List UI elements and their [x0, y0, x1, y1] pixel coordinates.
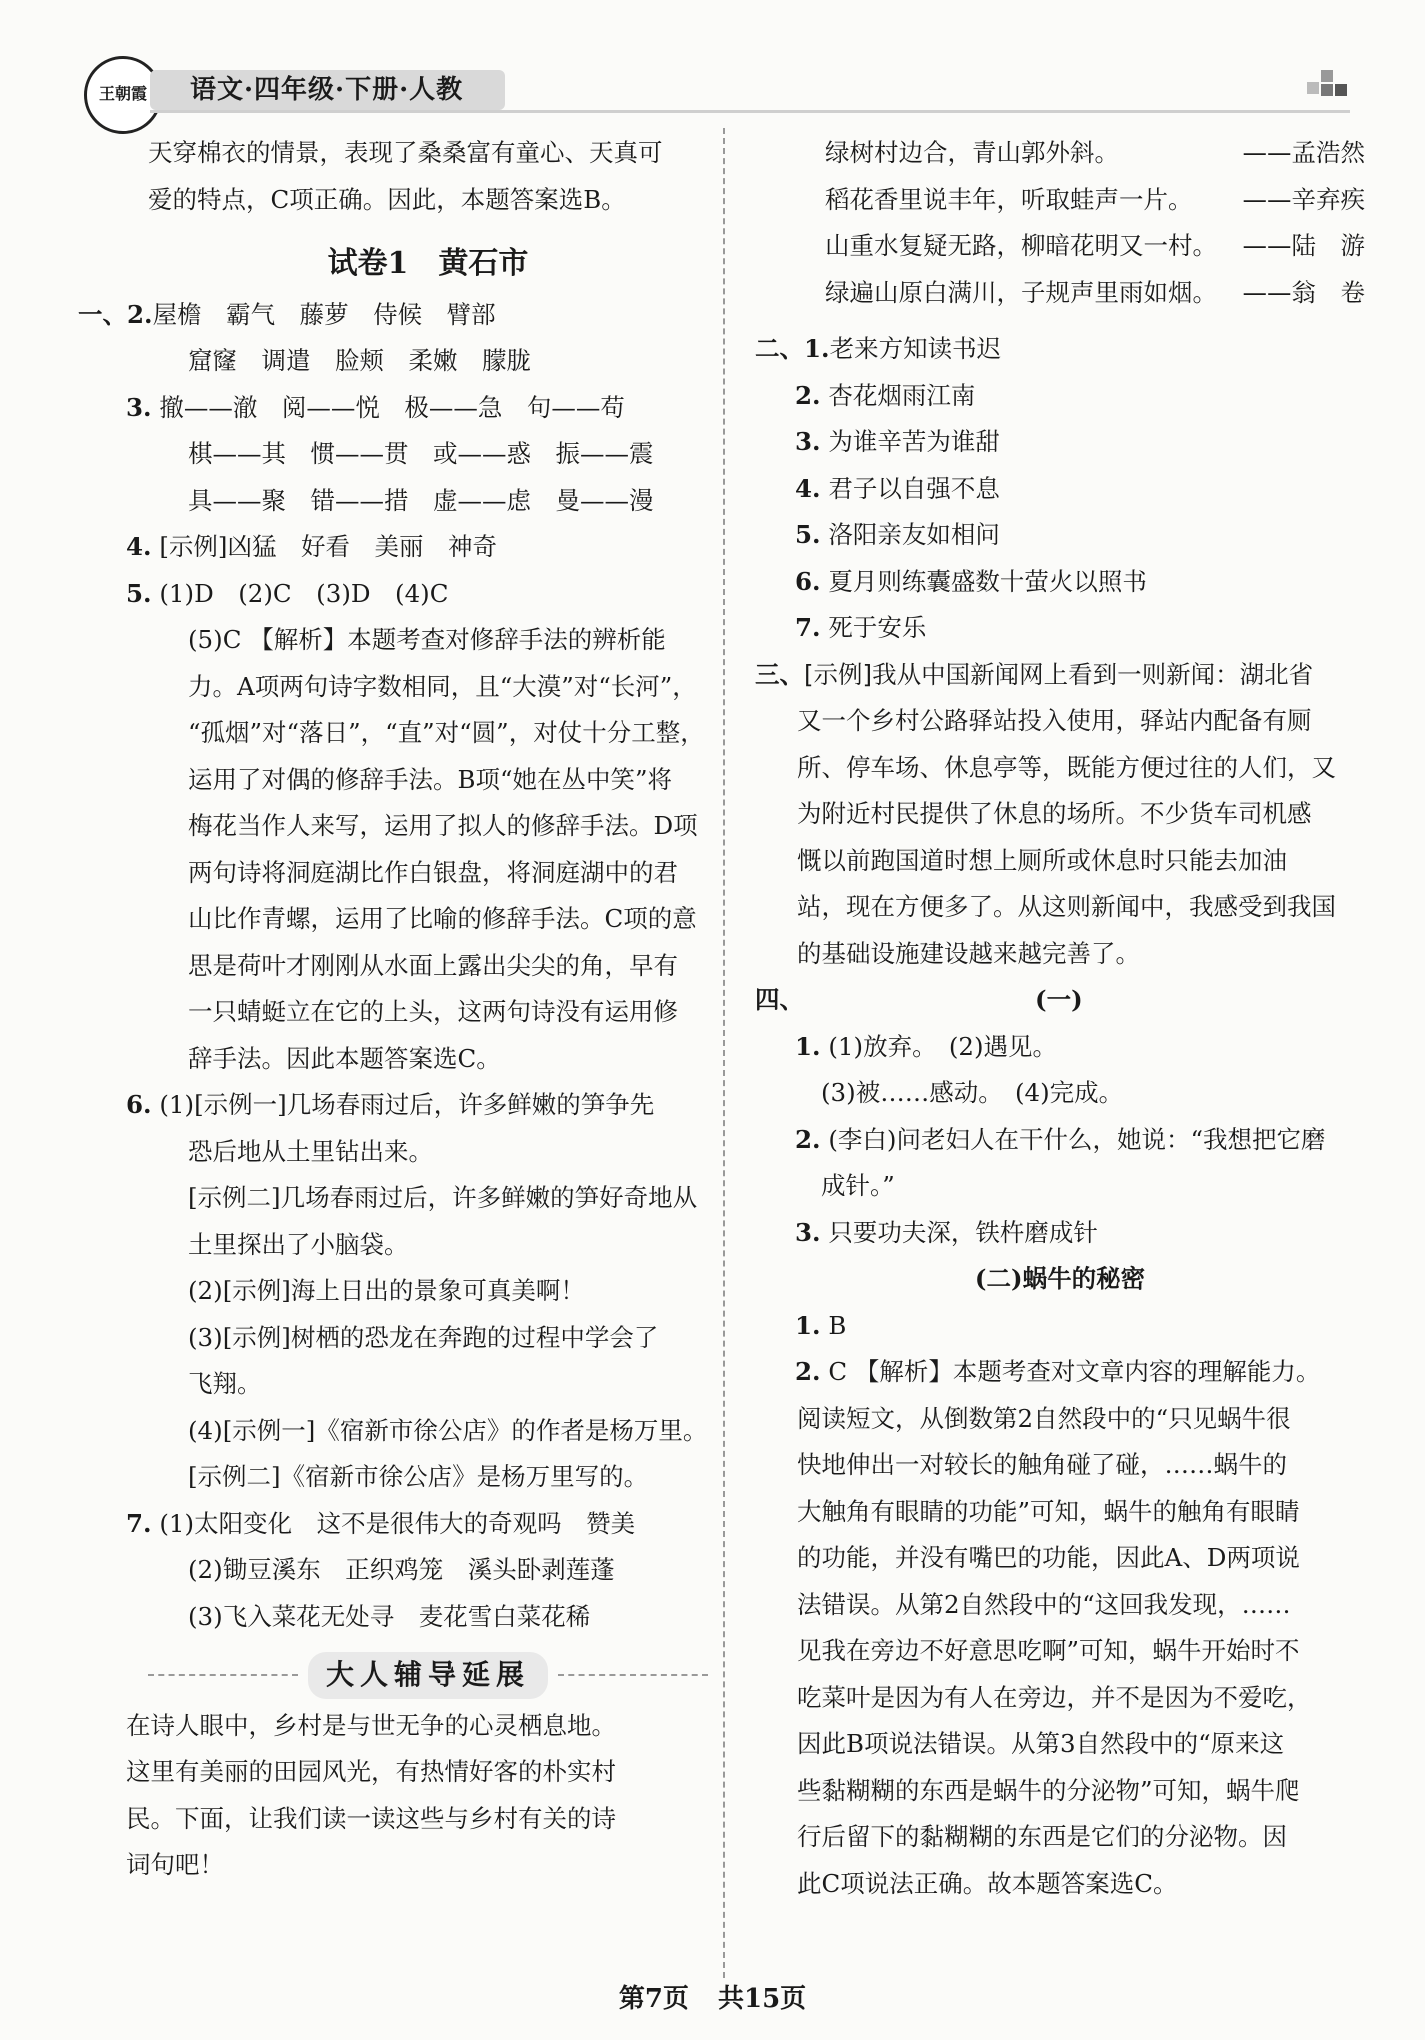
poem-text: 稻花香里说丰年，听取蛙声一片。: [825, 184, 1193, 214]
book-title: 语文·四年级·下册·人教: [190, 75, 464, 105]
question-label: 6.: [795, 566, 821, 596]
answer-text: 只要功夫深，铁杵磨成针: [828, 1217, 1098, 1247]
question-2: [78, 292, 708, 339]
answer-row: 撤——澈 阅——悦 极——急 句——苟: [159, 392, 625, 422]
question-4: [126, 524, 708, 571]
page-number: 第7页: [618, 1984, 689, 2014]
answer-row: 棋——其 惯——贯 或——惑 振——震: [188, 439, 654, 468]
section-3: [755, 652, 1365, 699]
question-label: 1.: [795, 1310, 821, 1340]
question-5: [126, 571, 708, 618]
answer-text: 君子以自强不息: [828, 473, 1000, 503]
answer-line: [示例二]几场春雨过后，许多鲜嫩的笋好奇地从: [188, 1183, 698, 1212]
analysis-line: “孤烟”对“落日”，“直”对“圆”，对仗十分工整，: [188, 718, 705, 747]
question-label: 7.: [795, 613, 821, 642]
answer-text: 死于安乐: [828, 613, 927, 642]
poem-author: ——孟浩然: [1242, 138, 1365, 167]
section-label: 三、: [755, 659, 804, 689]
poem-author: ——辛弃疾: [1242, 184, 1365, 214]
analysis-line: 两句诗将洞庭湖比作白银盘，将洞庭湖中的君: [188, 857, 678, 887]
answer-line: (3)飞入菜花无处寻 麦花雪白菜花稀: [188, 1601, 591, 1631]
answer-text: 夏月则练囊盛数十萤火以照书: [828, 566, 1147, 596]
answer-line: (4)[示例一]《宿新市徐公店》的作者是杨万里。: [188, 1415, 708, 1445]
answer-text: [示例]我从中国新闻网上看到一则新闻：湖北省: [804, 659, 1314, 689]
part1-question-1: [755, 1024, 1365, 1071]
question-label: 5.: [126, 578, 152, 608]
question-label: 二、1.: [755, 334, 830, 363]
answer-text: 为谁辛苦为谁甜: [828, 427, 1000, 456]
part1-question-2: [755, 1117, 1365, 1164]
poem-line: [755, 130, 1365, 177]
analysis-line: 梅花当作人来写，运用了拟人的修辞手法。D项: [188, 811, 698, 840]
answer-text: C 【解析】本题考查对文章内容的理解能力。: [828, 1357, 1321, 1386]
poem-author: ——翁 卷: [1242, 277, 1365, 307]
analysis-line: (5)C 【解析】本题考查对修辞手法的辨析能: [188, 625, 666, 654]
extension-line: 民。下面，让我们读一读这些与乡村有关的诗: [126, 1803, 616, 1833]
analysis-line: 法错误。从第2自然段中的“这回我发现，……: [797, 1589, 1291, 1619]
answer-line: 土里探出了小脑袋。: [188, 1229, 409, 1259]
question-label: 3.: [126, 392, 152, 422]
poem-text: 山重水复疑无路，柳暗花明又一村。: [825, 231, 1217, 260]
answer-text: (1)[示例一]几场春雨过后，许多鲜嫩的笋争先: [159, 1090, 655, 1119]
answer-row: 窟窿 调遣 脸颊 柔嫩 朦胧: [188, 346, 531, 375]
corner-squares-icon: [1307, 70, 1355, 110]
section-2-item: [755, 326, 1365, 373]
analysis-line: 此C项说法正确。故本题答案选C。: [797, 1868, 1178, 1898]
question-label: 4.: [795, 473, 821, 503]
question-label: 一、2.: [78, 299, 153, 329]
question-label: 2.: [795, 380, 821, 410]
page-footer: [0, 1978, 1425, 2015]
answer-line: 慨以前跑国道时想上厕所或休息时只能去加油: [797, 845, 1287, 875]
page-total: 共15页: [717, 1984, 807, 2014]
page-header: [0, 0, 1425, 110]
section-label: 四、: [755, 985, 804, 1014]
part-title: (一): [1035, 985, 1083, 1014]
question-7: [126, 1501, 708, 1548]
question-label: 4.: [126, 532, 152, 561]
answer-text: 杏花烟雨江南: [828, 380, 976, 410]
question-3: [126, 385, 708, 432]
answer-line: (2)[示例]海上日出的景象可真美啊！: [188, 1276, 585, 1305]
answer-line: 恐后地从土里钻出来。: [188, 1136, 433, 1166]
question-label: 6.: [126, 1090, 152, 1119]
answer-line: 飞翔。: [188, 1369, 262, 1398]
poem-line: [755, 223, 1365, 270]
answer-text: (1)放弃。 (2)遇见。: [828, 1031, 1058, 1061]
question-6: [126, 1082, 708, 1129]
answer-line: (2)锄豆溪东 正织鸡笼 溪头卧剥莲蓬: [188, 1555, 615, 1584]
question-label: 1.: [795, 1031, 821, 1061]
section-2-item: [755, 559, 1365, 606]
section-4-header: [755, 977, 1365, 1024]
section-2-item: [755, 512, 1365, 559]
extension-title: 大人辅导延展: [308, 1652, 548, 1699]
part1-question-3: [755, 1210, 1365, 1257]
question-label: 2.: [795, 1357, 821, 1386]
analysis-line: 的功能，并没有嘴巴的功能，因此A、D两项说: [797, 1543, 1300, 1572]
question-label: 3.: [795, 1217, 821, 1247]
analysis-line: 见我在旁边不好意思吃啊”可知，蜗牛开始时不: [797, 1636, 1300, 1665]
section-2-item: [755, 419, 1365, 466]
header-rule: [150, 110, 1350, 113]
right-column: [755, 130, 1365, 1907]
analysis-line: 行后留下的黏糊糊的东西是它们的分泌物。因: [797, 1822, 1287, 1851]
poem-line: [755, 177, 1365, 224]
dashed-rule: [558, 1674, 708, 1676]
left-column: [78, 130, 708, 1889]
answer-text: (1)太阳变化 这不是很伟大的奇观吗 赞美: [159, 1508, 636, 1538]
answer-text: 老来方知读书迟: [829, 334, 1002, 363]
analysis-line: 阅读短文，从倒数第2自然段中的“只见蜗牛很: [797, 1403, 1291, 1433]
answer-text: (李白)问老妇人在干什么，她说：“我想把它磨: [828, 1124, 1326, 1154]
question-label: 3.: [795, 427, 821, 456]
section-2-item: [755, 466, 1365, 513]
poem-text: 绿遍山原白满川，子规声里雨如烟。: [825, 277, 1217, 307]
answer-line: (3)[示例]树栖的恐龙在奔跑的过程中学会了: [188, 1322, 659, 1352]
analysis-line: 因此B项说法错误。从第3自然段中的“原来这: [797, 1729, 1285, 1758]
dashed-rule: [148, 1674, 298, 1676]
part2-question-1: [755, 1303, 1365, 1350]
part2-question-2: [755, 1349, 1365, 1396]
poem-line: [755, 270, 1365, 317]
intro-line: 天穿棉衣的情景，表现了桑桑富有童心、天真可: [148, 138, 663, 167]
answer-text: [示例]凶猛 好看 美丽 神奇: [159, 532, 497, 561]
answer-text: (1)D (2)C (3)D (4)C: [159, 578, 449, 608]
answer-line: 又一个乡村公路驿站投入使用，驿站内配备有厕: [797, 706, 1312, 735]
answer-row: 屋檐 霸气 藤萝 侍候 臂部: [152, 299, 496, 329]
analysis-line: 思是荷叶才刚刚从水面上露出尖尖的角，早有: [188, 950, 678, 980]
answer-line: 成针。”: [821, 1171, 895, 1200]
analysis-line: 辞手法。因此本题答案选C。: [188, 1043, 501, 1073]
question-label: 7.: [126, 1508, 152, 1538]
question-label: 2.: [795, 1124, 821, 1154]
analysis-line: 吃菜叶是因为有人在旁边，并不是因为不爱吃，: [797, 1682, 1312, 1712]
part-title: (二)蜗牛的秘密: [974, 1264, 1146, 1293]
answer-line: 为附近村民提供了休息的场所。不少货车司机感: [797, 799, 1312, 828]
analysis-line: 运用了对偶的修辞手法。B项“她在丛中笑”将: [188, 764, 673, 794]
section-2-item: [755, 605, 1365, 652]
book-title-bar: [150, 70, 505, 110]
extension-line: 这里有美丽的田园风光，有热情好客的朴实村: [126, 1757, 616, 1786]
extension-section-title: [148, 1652, 708, 1699]
extension-line: 在诗人眼中，乡村是与世无争的心灵栖息地。: [126, 1710, 616, 1740]
analysis-line: 力。A项两句诗字数相同，且“大漠”对“长河”，: [188, 671, 697, 701]
analysis-line: 快地伸出一对较长的触角碰了碰，……蜗牛的: [797, 1450, 1287, 1479]
answer-line: 所、停车场、休息亭等，既能方便过往的人们，又: [797, 752, 1336, 782]
column-divider: [723, 128, 725, 1978]
answer-line: 站，现在方便多了。从这则新闻中，我感受到我国: [797, 892, 1336, 921]
extension-line: 词句吧！: [126, 1850, 224, 1879]
poem-text: 绿树村边合，青山郭外斜。: [825, 138, 1119, 167]
answer-line: [示例二]《宿新市徐公店》是杨万里写的。: [188, 1462, 649, 1491]
logo-text: 王朝霞: [98, 84, 147, 103]
exam-title: 试卷1 黄石市: [327, 246, 529, 281]
analysis-line: 些黏糊糊的东西是蜗牛的分泌物”可知，蜗牛爬: [797, 1775, 1300, 1805]
answer-line: (3)被……感动。 (4)完成。: [821, 1078, 1124, 1107]
question-label: 5.: [795, 520, 821, 549]
answer-row: 具——聚 错——措 虚——虑 曼——漫: [188, 485, 654, 515]
answer-line: 的基础设施建设越来越完善了。: [797, 938, 1140, 968]
analysis-line: 大触角有眼睛的功能”可知，蜗牛的触角有眼睛: [797, 1496, 1300, 1526]
analysis-line: 山比作青螺，运用了比喻的修辞手法。C项的意: [188, 904, 697, 933]
intro-line: 爱的特点，C项正确。因此，本题答案选B。: [148, 184, 626, 214]
poem-author: ——陆 游: [1242, 231, 1365, 260]
answer-text: B: [828, 1310, 847, 1340]
analysis-line: 一只蜻蜓立在它的上头，这两句诗没有运用修: [188, 997, 678, 1026]
section-2-item: [755, 373, 1365, 420]
answer-text: 洛阳亲友如相问: [828, 520, 1000, 549]
